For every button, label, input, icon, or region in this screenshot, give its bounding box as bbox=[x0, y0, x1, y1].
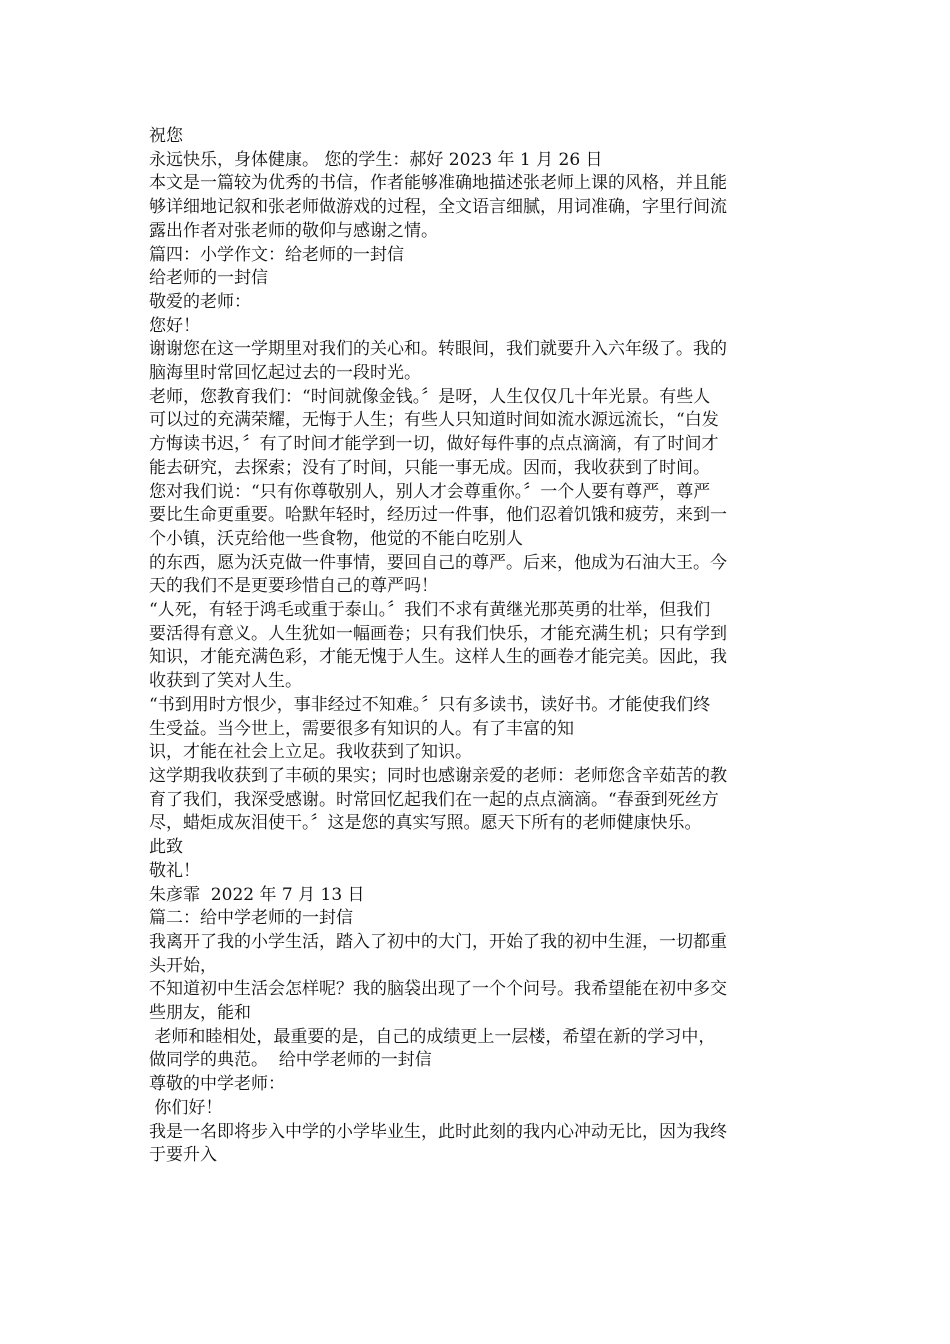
text-line: 方悔读书迟，〞有了时间才能学到一切，做好每件事的点点滴滴，有了时间才 bbox=[149, 434, 719, 455]
text-line: 识，才能在社会上立足。我收获到了知识。 bbox=[149, 742, 472, 763]
text-line: 个小镇，沃克给他一些食物，他觉的不能白吃别人 bbox=[149, 528, 523, 549]
letter-greeting: 你们好！ bbox=[149, 1097, 223, 1118]
letter-greeting: 您好！ bbox=[149, 315, 200, 336]
text-line: 要活得有意义。人生犹如一幅画卷；只有我们快乐，才能充满生机；只有学到 bbox=[149, 623, 727, 644]
text-line: 永远快乐，身体健康。 您的学生：郝好 2023 年 1 月 26 日 bbox=[149, 149, 603, 170]
text-line: 我离开了我的小学生活，踏入了初中的大门，开始了我的初中生涯，一切都重 bbox=[149, 931, 727, 952]
text-line: “书到用时方恨少，事非经过不知难。〞只有多读书，读好书。才能使我们终 bbox=[149, 694, 711, 715]
document-page bbox=[149, 125, 804, 1168]
text-line: 头开始， bbox=[149, 955, 217, 976]
text-line: 脑海里时常回忆起过去的一段时光。 bbox=[149, 363, 421, 384]
text-line: 这学期我收获到了丰硕的果实；同时也感谢亲爱的老师：老师您含辛茹苦的教 bbox=[149, 765, 727, 786]
letter-salutation: 尊敬的中学老师： bbox=[149, 1074, 285, 1095]
text-line: 可以过的充满荣耀，无悔于人生；有些人只知道时间如流水源远流长，“白发 bbox=[149, 410, 719, 431]
text-line: 收获到了笑对人生。 bbox=[149, 671, 302, 692]
letter-salutation: 敬爱的老师： bbox=[149, 291, 251, 312]
text-line: 祝您 bbox=[149, 126, 183, 146]
text-line: 些朋友，能和 bbox=[149, 1003, 251, 1024]
text-line: 知识，才能充满色彩，才能无愧于人生。这样人生的画卷才能完美。因此，我 bbox=[149, 647, 727, 668]
letter-title: 给老师的一封信 bbox=[149, 268, 268, 289]
text-line: 够详细地记叙和张老师做游戏的过程，全文语言细腻，用词准确，字里行间流 bbox=[149, 197, 727, 218]
text-line: 做同学的典范。 给中学老师的一封信 bbox=[149, 1050, 432, 1071]
text-line: 本文是一篇较为优秀的书信，作者能够准确地描述张老师上课的风格，并且能 bbox=[149, 173, 727, 194]
text-line: 老师，您教育我们：“时间就像金钱。〞是呀，人生仅仅几十年光景。有些人 bbox=[149, 386, 711, 407]
text-line: 我是一名即将步入中学的小学毕业生，此时此刻的我内心冲动无比，因为我终 bbox=[149, 1121, 727, 1142]
text-line: 您对我们说：“只有你尊敬别人，别人才会尊重你。〞一个人要有尊严，尊严 bbox=[149, 481, 711, 502]
text-line: 露出作者对张老师的敬仰与感谢之情。 bbox=[149, 220, 438, 241]
text-line: 育了我们，我深受感谢。时常回忆起我们在一起的点点滴滴。“春蚕到死丝方 bbox=[149, 789, 719, 810]
letter-signature: 朱彦霏 2022 年 7 月 13 日 bbox=[149, 884, 365, 905]
letter-closing: 敬礼！ bbox=[149, 860, 200, 881]
section-heading: 篇二：给中学老师的一封信 bbox=[149, 908, 353, 929]
text-line: 老师和睦相处，最重要的是，自己的成绩更上一层楼，希望在新的学习中， bbox=[149, 1026, 716, 1047]
text-line: 要比生命更重要。哈默年轻时，经历过一件事，他们忍着饥饿和疲劳，来到一 bbox=[149, 505, 727, 526]
text-line: 尽，蜡炬成灰泪使干。〞这是您的真实写照。愿天下所有的老师健康快乐。 bbox=[149, 813, 702, 834]
text-line: 于要升入 bbox=[149, 1145, 217, 1166]
text-line: 不知道初中生活会怎样呢？我的脑袋出现了一个个问号。我希望能在初中多交 bbox=[149, 979, 727, 1000]
text-line: “人死，有轻于鸿毛或重于泰山。〞我们不求有黄继光那英勇的壮举，但我们 bbox=[149, 600, 711, 621]
text-line: 的东西，愿为沃克做一件事情，要回自己的尊严。后来，他成为石油大王。今 bbox=[149, 552, 727, 573]
text-line: 谢谢您在这一学期里对我们的关心和。转眼间，我们就要升入六年级了。我的 bbox=[149, 339, 727, 360]
section-heading: 篇四：小学作文：给老师的一封信 bbox=[149, 244, 404, 265]
text-line: 天的我们不是更要珍惜自己的尊严吗！ bbox=[149, 576, 438, 597]
text-line: 能去研究，去探索；没有了时间，只能一事无成。因而，我收获到了时间。 bbox=[149, 457, 710, 478]
letter-closing: 此致 bbox=[149, 837, 183, 858]
text-line: 生受益。当今世上，需要很多有知识的人。有了丰富的知 bbox=[149, 718, 574, 739]
